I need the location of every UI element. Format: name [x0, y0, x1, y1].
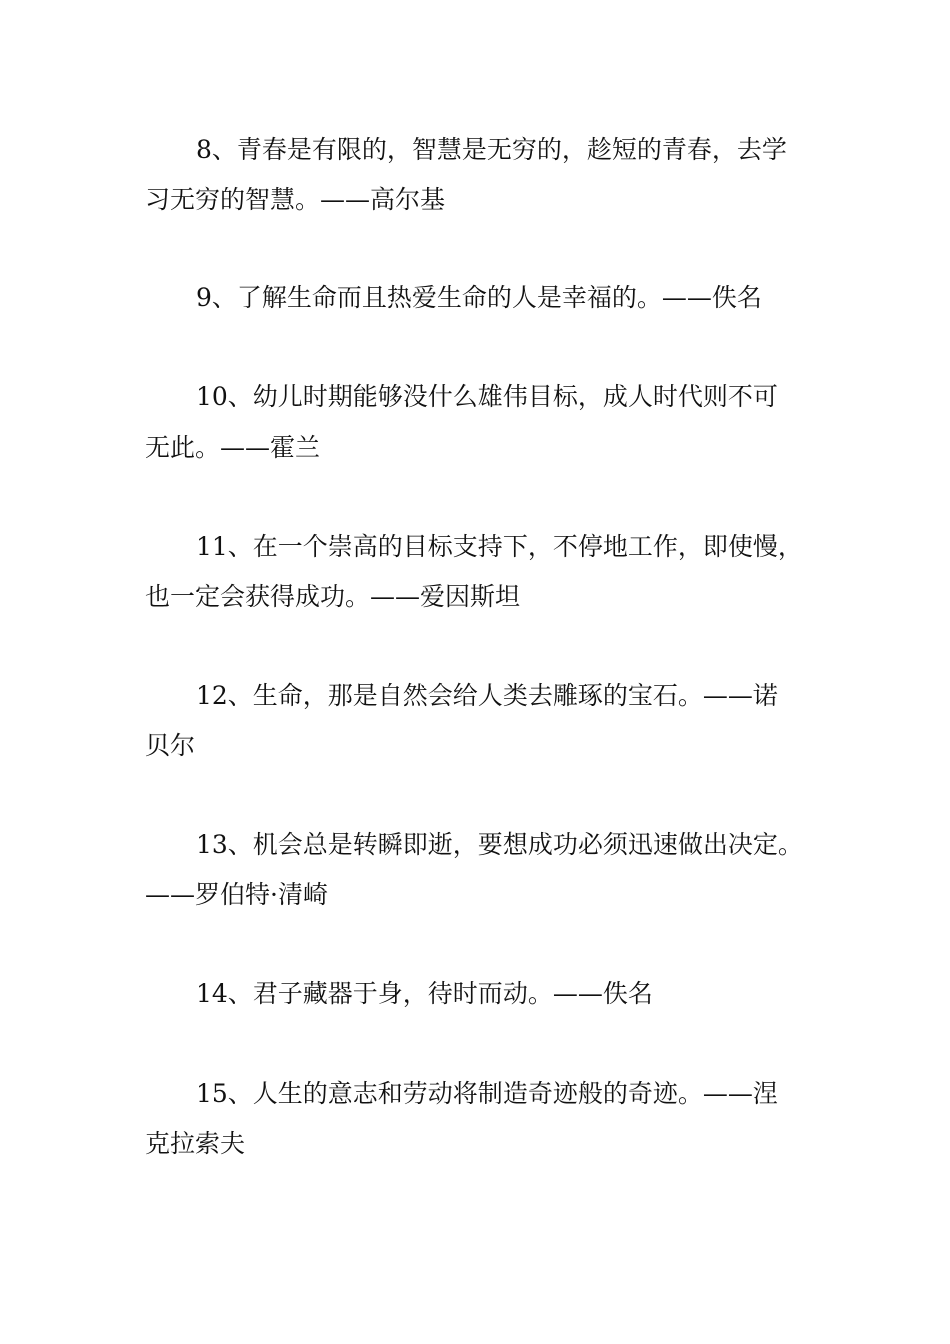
quote-15-line-2: 克拉索夫 [145, 1129, 246, 1158]
quote-13-line-2: ——罗伯特·清崎 [145, 880, 328, 909]
quote-10-line-1: 10、幼儿时期能够没什么雄伟目标，成人时代则不可 [196, 382, 778, 411]
quote-15-line-1: 15、人生的意志和劳动将制造奇迹般的奇迹。——涅 [196, 1079, 778, 1108]
quote-12-line-1: 12、生命，那是自然会给人类去雕琢的宝石。——诺 [196, 681, 778, 710]
quote-11-line-2: 也一定会获得成功。——爱因斯坦 [145, 582, 521, 611]
quote-11-line-1: 11、在一个崇高的目标支持下，不停地工作，即使慢， [196, 532, 803, 561]
quote-10-line-2: 无此。——霍兰 [145, 433, 321, 462]
quote-12-line-2: 贝尔 [145, 731, 196, 760]
quote-8-line-2: 习无穷的智慧。——高尔基 [145, 185, 446, 214]
quote-9-line-1: 9、了解生命而且热爱生命的人是幸福的。——佚名 [196, 283, 762, 312]
quote-14-line-1: 14、君子藏器于身，待时而动。——佚名 [196, 979, 653, 1008]
quote-13-line-1: 13、机会总是转瞬即逝，要想成功必须迅速做出决定。 [196, 830, 803, 859]
quote-8-line-1: 8、青春是有限的，智慧是无穷的，趁短的青春，去学 [196, 135, 787, 164]
